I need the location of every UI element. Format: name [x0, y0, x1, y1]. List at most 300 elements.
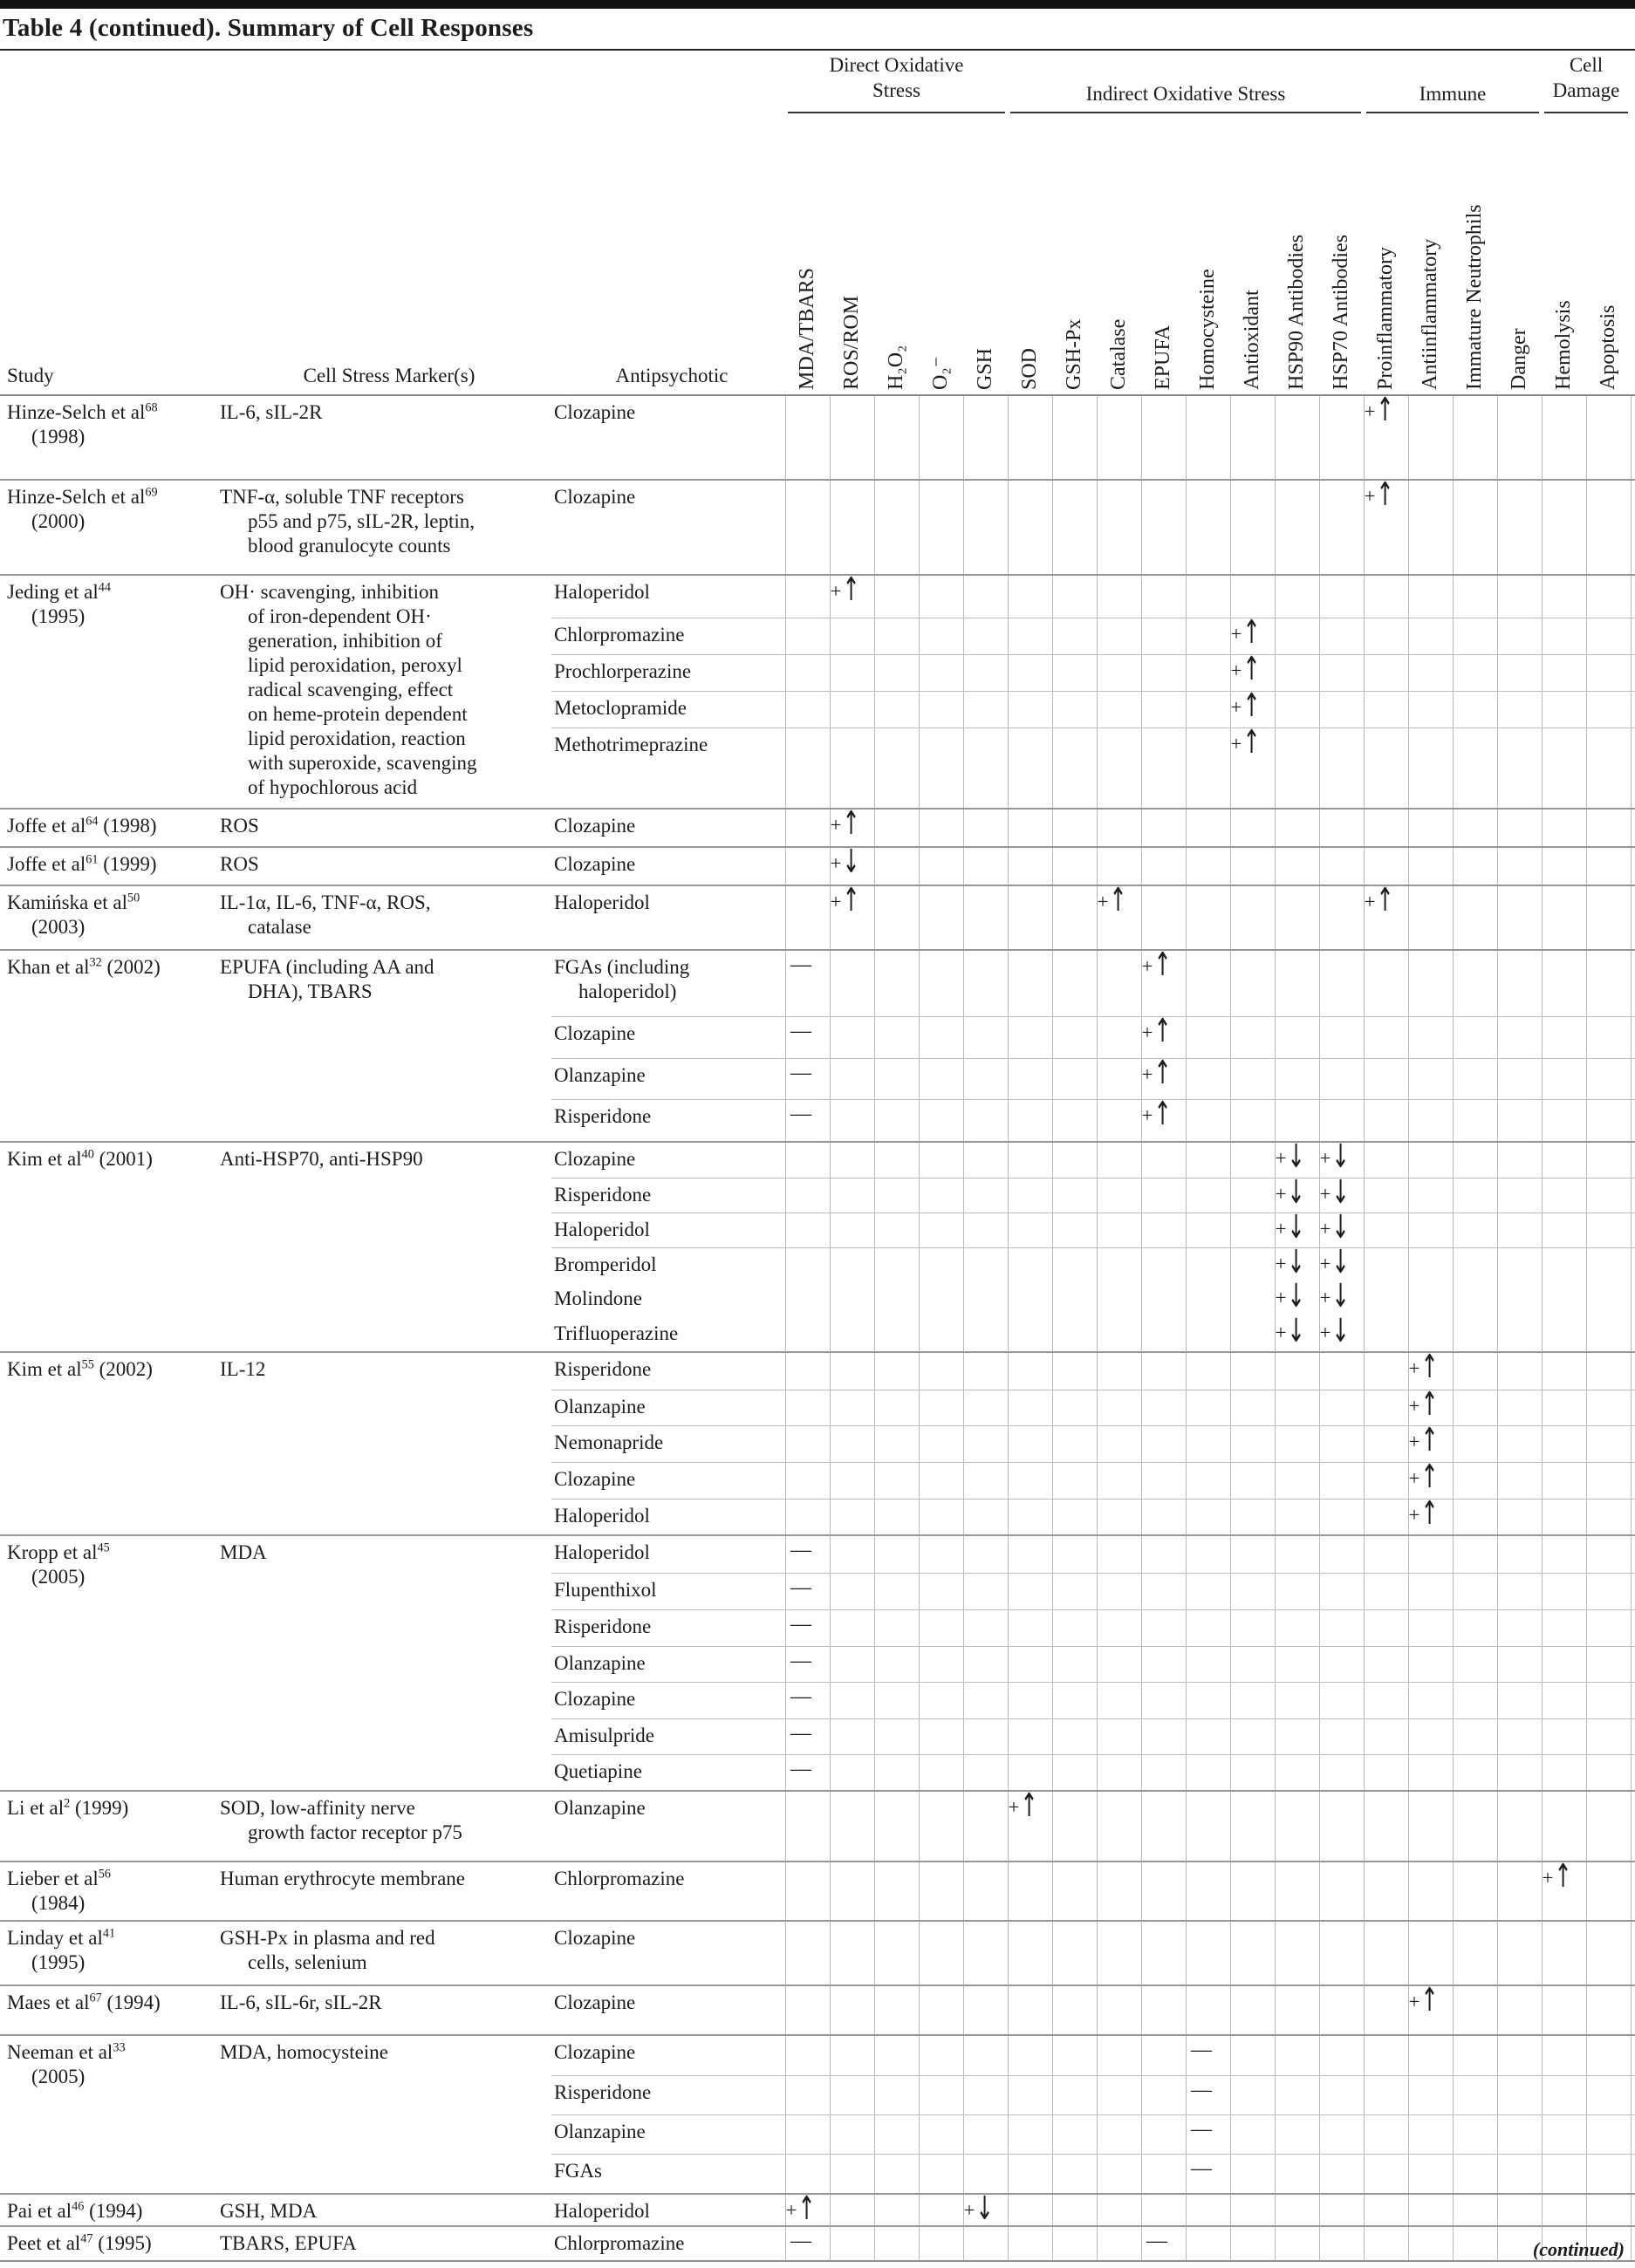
top-rule-bar	[0, 0, 1635, 9]
dash-symbol: —	[790, 1103, 811, 1125]
response-cells	[778, 843, 1635, 881]
antipsychotic-subrows	[551, 881, 1635, 949]
study-line: Li et $al^2$ (1999)	[7, 1796, 129, 1819]
antipsychotic-subrow	[551, 650, 1635, 691]
antipsychotic-name	[551, 2155, 778, 2193]
antipsychotic-name	[551, 1426, 778, 1462]
marker-line: MDA	[220, 1541, 267, 1563]
antipsychotic-line: Clozapine	[554, 1927, 636, 1949]
antipsychotic-line: Molindone	[554, 1288, 642, 1309]
antipsychotic-subrow	[551, 1922, 1635, 1951]
antipsychotic-line: Nemonapride	[554, 1431, 664, 1453]
plus-symbol: +	[1141, 1063, 1153, 1085]
dash-symbol: —	[790, 1685, 811, 1708]
study-block-row	[0, 804, 1635, 846]
response-mark-dash	[778, 1613, 823, 1636]
marker-line: DHA), TBARS	[248, 980, 373, 1002]
plus-symbol: +	[1275, 1287, 1287, 1308]
rotated-column-header: Catalase	[1107, 318, 1130, 390]
antipsychotic-line: Chlorpromazine	[554, 624, 685, 646]
response-mark-down	[1268, 1173, 1312, 1212]
plus-symbol: +	[1364, 891, 1376, 912]
rotated-column-header: HSP90 Antibodies	[1285, 234, 1308, 390]
response-cells	[778, 1719, 1635, 1754]
antipsychotic-line: Olanzapine	[554, 1396, 646, 1418]
cell-stress-marker-cell	[213, 481, 551, 574]
response-cells	[778, 2076, 1635, 2114]
antipsychotic-subrow	[551, 1312, 1635, 1351]
column-group-label	[1364, 81, 1542, 106]
antipsychotic-name	[551, 576, 778, 618]
antipsychotic-line: Clozapine	[554, 1022, 636, 1044]
up-arrow-symbol: ↑	[1420, 1981, 1439, 2019]
antipsychotic-line: Clozapine	[554, 1991, 636, 2013]
antipsychotic-name	[551, 1755, 778, 1790]
antipsychotic-line: Haloperidol	[554, 891, 650, 913]
antipsychotic-line: Haloperidol	[554, 1219, 650, 1240]
study-line: (2003)	[31, 916, 86, 938]
antipsychotic-name	[551, 848, 778, 878]
marker-line: IL-6, sIL-2R	[220, 401, 323, 423]
dash-symbol: —	[790, 1062, 811, 1084]
up-arrow-symbol: ↑	[1420, 1494, 1439, 1533]
antipsychotic-subrow	[551, 1786, 1635, 1825]
antipsychotic-subrows	[551, 843, 1635, 885]
antipsychotic-line: Chlorpromazine	[554, 2232, 685, 2254]
study-cell	[0, 886, 213, 949]
antipsychotic-subrow	[551, 1348, 1635, 1390]
antipsychotic-subrows	[551, 1137, 1635, 1351]
antipsychotic-name	[551, 728, 778, 808]
down-arrow-symbol: ↓	[842, 843, 860, 881]
plus-symbol: +	[1275, 1147, 1287, 1169]
down-arrow-symbol: ↓	[1331, 1173, 1350, 1212]
column-group-label-line: Damage	[1552, 79, 1620, 101]
response-mark-up	[1090, 881, 1134, 919]
study-cell	[0, 2036, 213, 2193]
response-cells	[778, 1137, 1635, 1178]
table-title: Table 4 (continued). Summary of Cell Responses	[3, 14, 534, 42]
antipsychotic-name	[551, 396, 778, 426]
rotated-column-header: Homocysteine	[1196, 269, 1219, 390]
response-cells	[778, 1755, 1635, 1790]
antipsychotic-line: Olanzapine	[554, 1797, 646, 1819]
response-mark-up	[1134, 946, 1179, 984]
antipsychotic-line: Metoclopramide	[554, 697, 688, 719]
up-arrow-symbol: ↑	[842, 570, 860, 609]
antipsychotic-line: Haloperidol	[554, 581, 650, 603]
antipsychotic-line: Bromperidol	[554, 1254, 657, 1275]
antipsychotic-subrow	[551, 2189, 1635, 2228]
antipsychotic-subrow	[551, 1173, 1635, 1213]
response-mark-up	[1357, 881, 1401, 919]
rotated-column-header: Apoptosis	[1597, 304, 1619, 390]
column-group-underline	[788, 112, 1005, 113]
dash-symbol: —	[790, 1539, 811, 1561]
plus-symbol: +	[1319, 1183, 1331, 1205]
column-group-label-line: Indirect Oxidative Stress	[1085, 83, 1286, 105]
antipsychotic-line: Risperidone	[554, 1105, 652, 1127]
response-mark-up	[1401, 1348, 1446, 1386]
antipsychotic-subrow	[551, 391, 1635, 429]
up-arrow-symbol: ↑	[1376, 881, 1394, 919]
reference-superscript: 44	[98, 580, 111, 595]
response-mark-up	[1357, 475, 1401, 514]
antipsychotic-subrow	[551, 723, 1635, 808]
antipsychotic-line: Clozapine	[554, 1148, 636, 1170]
response-cells	[778, 2115, 1635, 2154]
marker-line: radical scavenging, effect	[248, 679, 454, 700]
antipsychotic-subrows	[551, 1857, 1635, 1920]
plus-symbol: +	[1141, 955, 1153, 977]
response-cells	[778, 1574, 1635, 1609]
response-mark-dash	[778, 2230, 823, 2253]
antipsychotic-name	[551, 886, 778, 916]
study-line: Khan et $al^{32}$ (2002)	[7, 955, 161, 978]
antipsychotic-subrow	[551, 1277, 1635, 1317]
study-line: (1984)	[31, 1892, 86, 1914]
response-mark-dash	[778, 1685, 823, 1709]
antipsychotic-subrow	[551, 570, 1635, 618]
study-block-row	[0, 475, 1635, 574]
response-mark-up	[1401, 1458, 1446, 1496]
up-arrow-symbol: ↑	[1242, 723, 1261, 762]
antipsychotic-name	[551, 1100, 778, 1141]
study-line: Maes et $al^{67}$ (1994)	[7, 1991, 161, 2013]
response-mark-up	[1223, 650, 1268, 688]
plus-symbol: +	[785, 2199, 797, 2221]
plus-symbol: +	[1408, 1431, 1420, 1452]
column-group-label-line: Stress	[872, 79, 920, 101]
antipsychotic-subrow	[551, 1981, 1635, 2019]
cell-stress-marker-cell	[213, 1792, 551, 1861]
dash-symbol: —	[1191, 2157, 1211, 2180]
marker-line: generation, inhibition of	[248, 630, 442, 652]
rotated-column-header: O₂⁻	[929, 356, 952, 390]
response-mark-dash	[778, 1576, 823, 1600]
marker-line: growth factor receptor p75	[248, 1821, 462, 1843]
response-mark-up	[1401, 1981, 1446, 2019]
cell-stress-marker-cell	[213, 1922, 551, 1984]
column-header-markers: Cell Stress Marker(s)	[303, 365, 475, 386]
response-cells	[778, 613, 1635, 654]
response-cells	[778, 1095, 1635, 1141]
reference-superscript: 40	[81, 1147, 94, 1162]
study-line: Jeding et $al^{44}$	[7, 580, 111, 603]
marker-line: cells, selenium	[248, 1951, 367, 1973]
continued-note: (continued)	[1532, 2238, 1625, 2260]
reference-superscript: 41	[102, 1926, 116, 1941]
antipsychotic-name	[551, 1986, 778, 2016]
response-mark-down	[1312, 1173, 1357, 1212]
antipsychotic-name	[551, 1317, 778, 1351]
plus-symbol: +	[1408, 1357, 1420, 1379]
study-cell	[0, 1536, 213, 1790]
response-mark-dash	[1179, 2079, 1223, 2102]
antipsychotic-subrow	[551, 2114, 1635, 2154]
down-arrow-symbol: ↓	[1331, 1312, 1350, 1350]
antipsychotic-subrows	[551, 2227, 1635, 2260]
reference-superscript: 61	[86, 852, 99, 867]
antipsychotic-subrow	[551, 946, 1635, 1016]
response-cells	[778, 2189, 1635, 2228]
response-mark-dash	[778, 1650, 823, 1673]
antipsychotic-subrows	[551, 1348, 1635, 1534]
plus-symbol: +	[1230, 696, 1242, 718]
plus-symbol: +	[1275, 1322, 1287, 1343]
response-mark-down	[1312, 1277, 1357, 1315]
plus-symbol: +	[1275, 1183, 1287, 1205]
cell-stress-marker-cell	[213, 886, 551, 949]
antipsychotic-name	[551, 481, 778, 510]
antipsychotic-line: Olanzapine	[554, 1652, 646, 1674]
antipsychotic-name	[551, 2115, 778, 2154]
reference-superscript: 55	[81, 1357, 94, 1372]
down-arrow-symbol: ↓	[1287, 1243, 1305, 1281]
response-mark-dash	[778, 1539, 823, 1562]
plus-symbol: +	[1319, 1147, 1331, 1169]
study-cell	[0, 481, 213, 574]
response-cells	[778, 1922, 1635, 1951]
up-arrow-symbol: ↑	[1420, 1421, 1439, 1459]
up-arrow-symbol: ↑	[1020, 1786, 1038, 1825]
antipsychotic-line: Olanzapine	[554, 2121, 646, 2142]
reference-superscript: 64	[86, 814, 99, 829]
antipsychotic-subrow	[551, 1095, 1635, 1141]
up-arrow-symbol: ↑	[1420, 1458, 1439, 1496]
study-line: Kropp et $al^{45}$	[7, 1540, 110, 1563]
antipsychotic-name	[551, 1719, 778, 1754]
antipsychotic-name	[551, 1178, 778, 1213]
response-cells	[778, 475, 1635, 514]
plus-symbol: +	[1408, 1504, 1420, 1526]
study-cell	[0, 951, 213, 1141]
response-cells	[778, 1786, 1635, 1825]
cell-stress-marker-cell	[213, 1353, 551, 1534]
antipsychotic-subrow	[551, 1494, 1635, 1534]
antipsychotic-name	[551, 1922, 778, 1951]
antipsychotic-line: Chlorpromazine	[554, 1868, 685, 1889]
response-cells	[778, 687, 1635, 728]
antipsychotic-subrows	[551, 2036, 1635, 2193]
response-mark-down	[1268, 1277, 1312, 1315]
antipsychotic-subrow	[551, 1458, 1635, 1499]
plus-symbol: +	[1364, 400, 1376, 422]
antipsychotic-subrow	[551, 2036, 1635, 2075]
response-mark-dash	[778, 953, 823, 977]
antipsychotic-line: Risperidone	[554, 1616, 652, 1637]
cell-stress-marker-cell	[213, 1143, 551, 1351]
marker-line: GSH-Px in plasma and red	[220, 1927, 435, 1949]
response-mark-down	[1312, 1243, 1357, 1281]
response-cells	[778, 2036, 1635, 2075]
study-line: Lieber et $al^{56}$	[7, 1867, 111, 1889]
response-cells	[778, 1647, 1635, 1682]
response-cells	[778, 1458, 1635, 1499]
study-block-row	[0, 570, 1635, 808]
antipsychotic-line: Methotrimeprazine	[554, 734, 708, 755]
study-block-row	[0, 881, 1635, 949]
antipsychotic-subrow	[551, 613, 1635, 654]
response-mark-up	[823, 804, 867, 843]
antipsychotic-subrow	[551, 1754, 1635, 1790]
study-cell	[0, 810, 213, 846]
study-line: Peet et $al^{47}$ (1995)	[7, 2231, 152, 2254]
study-line: Hinze-Selch et $al^{68}$	[7, 400, 158, 423]
antipsychotic-line: Risperidone	[554, 1358, 652, 1380]
plus-symbol: +	[1141, 1021, 1153, 1043]
response-cells	[778, 1243, 1635, 1282]
antipsychotic-line: Clozapine	[554, 853, 636, 875]
antipsychotic-subrows	[551, 570, 1635, 808]
rotated-column-header: Hemolysis	[1552, 300, 1575, 390]
response-cells	[778, 1857, 1635, 1896]
antipsychotic-subrow	[551, 687, 1635, 728]
response-cells	[778, 391, 1635, 429]
study-line: Hinze-Selch et $al^{69}$	[7, 485, 158, 508]
up-arrow-symbol: ↑	[1242, 687, 1261, 725]
response-mark-up	[1401, 1421, 1446, 1459]
cell-stress-marker-cell	[213, 396, 551, 479]
antipsychotic-subrow	[551, 1012, 1635, 1058]
antipsychotic-name	[551, 1248, 778, 1282]
marker-line: catalase	[248, 916, 311, 938]
dash-symbol: —	[1191, 2039, 1211, 2061]
marker-line: IL-1α, IL-6, TNF-α, ROS,	[220, 891, 431, 913]
antipsychotic-name	[551, 1017, 778, 1058]
antipsychotic-subrow	[551, 1208, 1635, 1247]
cell-stress-marker-cell	[213, 2227, 551, 2260]
antipsychotic-subrow	[551, 2154, 1635, 2193]
antipsychotic-line: Risperidone	[554, 2081, 652, 2103]
up-arrow-symbol: ↑	[1153, 1054, 1172, 1092]
antipsychotic-line: Clozapine	[554, 815, 636, 837]
response-mark-down	[823, 843, 867, 881]
dash-symbol: —	[790, 953, 811, 976]
antipsychotic-subrow	[551, 1536, 1635, 1573]
marker-line: OH· scavenging, inhibition	[220, 581, 440, 603]
antipsychotic-line: FGAs	[554, 2160, 602, 2182]
down-arrow-symbol: ↓	[1331, 1277, 1350, 1315]
marker-line: ROS	[220, 853, 259, 875]
marker-line: blood granulocyte counts	[248, 535, 451, 557]
plus-symbol: +	[1275, 1253, 1287, 1274]
reference-superscript: 69	[145, 485, 158, 500]
response-cells	[778, 1981, 1635, 2019]
response-mark-down	[956, 2189, 1001, 2228]
response-cells	[778, 881, 1635, 919]
study-cell	[0, 1143, 213, 1351]
response-cells	[778, 2227, 1635, 2257]
up-arrow-symbol: ↑	[1376, 391, 1394, 429]
column-group-label-line: Direct Oxidative	[829, 54, 964, 76]
antipsychotic-line: Prochlorperazine	[554, 660, 692, 682]
antipsychotic-name	[551, 1390, 778, 1425]
antipsychotic-name	[551, 1213, 778, 1247]
antipsychotic-name	[551, 810, 778, 839]
plus-symbol: +	[1542, 1867, 1554, 1889]
reference-superscript: 68	[145, 400, 158, 415]
column-group-label	[1008, 81, 1364, 106]
antipsychotic-subrows	[551, 1786, 1635, 1861]
dash-symbol: —	[790, 1722, 811, 1745]
reference-superscript: 67	[89, 1991, 102, 2005]
study-block-row	[0, 1981, 1635, 2034]
column-group-label-line: Cell	[1569, 54, 1604, 76]
rotated-column-header: GSH-Px	[1063, 318, 1085, 390]
response-cells	[778, 1312, 1635, 1351]
rotated-column-header: ROS/ROM	[840, 295, 863, 390]
up-arrow-symbol: ↑	[1420, 1385, 1439, 1424]
plus-symbol: +	[1008, 1796, 1020, 1818]
antipsychotic-subrow	[551, 1857, 1635, 1896]
down-arrow-symbol: ↓	[1331, 1137, 1350, 1176]
cell-stress-marker-cell	[213, 848, 551, 885]
response-cells	[778, 1208, 1635, 1247]
marker-line: GSH, MDA	[220, 2200, 318, 2222]
down-arrow-symbol: ↓	[1331, 1243, 1350, 1281]
plus-symbol: +	[830, 580, 842, 602]
antipsychotic-subrow	[551, 1573, 1635, 1609]
dash-symbol: —	[790, 1758, 811, 1780]
response-cells	[778, 1421, 1635, 1462]
plus-symbol: +	[1275, 1218, 1287, 1240]
marker-line: ROS	[220, 815, 259, 837]
antipsychotic-line: Clozapine	[554, 486, 636, 508]
antipsychotic-line: Flupenthixol	[554, 1579, 657, 1601]
cell-stress-marker-cell	[213, 1862, 551, 1920]
response-mark-up	[1223, 687, 1268, 725]
study-block-row	[0, 1348, 1635, 1534]
marker-line: Anti-HSP70, anti-HSP90	[220, 1148, 423, 1170]
study-line: (1995)	[31, 1951, 86, 1973]
antipsychotic-subrows	[551, 804, 1635, 846]
up-arrow-symbol: ↑	[1420, 1348, 1439, 1386]
antipsychotic-subrows	[551, 1981, 1635, 2034]
response-cells	[778, 804, 1635, 843]
study-block-row	[0, 1857, 1635, 1920]
antipsychotic-line: Clozapine	[554, 2041, 636, 2063]
study-block-row	[0, 843, 1635, 885]
column-group-label-line: Immune	[1419, 83, 1487, 105]
reference-superscript: 33	[113, 2040, 126, 2055]
plus-symbol: +	[1230, 659, 1242, 681]
antipsychotic-subrow	[551, 1609, 1635, 1646]
antipsychotic-subrow	[551, 2075, 1635, 2114]
plus-symbol: +	[830, 891, 842, 912]
study-line: (2000)	[31, 510, 86, 532]
plus-symbol: +	[1230, 623, 1242, 645]
response-mark-up	[1535, 1857, 1579, 1896]
rotated-column-header: SOD	[1018, 347, 1041, 390]
study-block-row	[0, 2225, 1635, 2260]
study-line: (2005)	[31, 1566, 86, 1588]
antipsychotic-subrow	[551, 475, 1635, 514]
study-line: Kim et $al^{55}$ (2002)	[7, 1357, 153, 1380]
antipsychotic-name	[551, 692, 778, 728]
study-cell	[0, 1862, 213, 1920]
marker-line: with superoxide, scavenging	[248, 752, 477, 774]
study-block-row	[0, 1534, 1635, 1790]
up-arrow-symbol: ↑	[1109, 881, 1127, 919]
cell-stress-marker-cell	[213, 1986, 551, 2034]
plus-symbol: +	[1408, 1991, 1420, 2012]
antipsychotic-name	[551, 1536, 778, 1573]
study-cell	[0, 1353, 213, 1534]
response-mark-up	[1223, 723, 1268, 762]
antipsychotic-line: Clozapine	[554, 1688, 636, 1710]
plus-symbol: +	[1319, 1253, 1331, 1274]
